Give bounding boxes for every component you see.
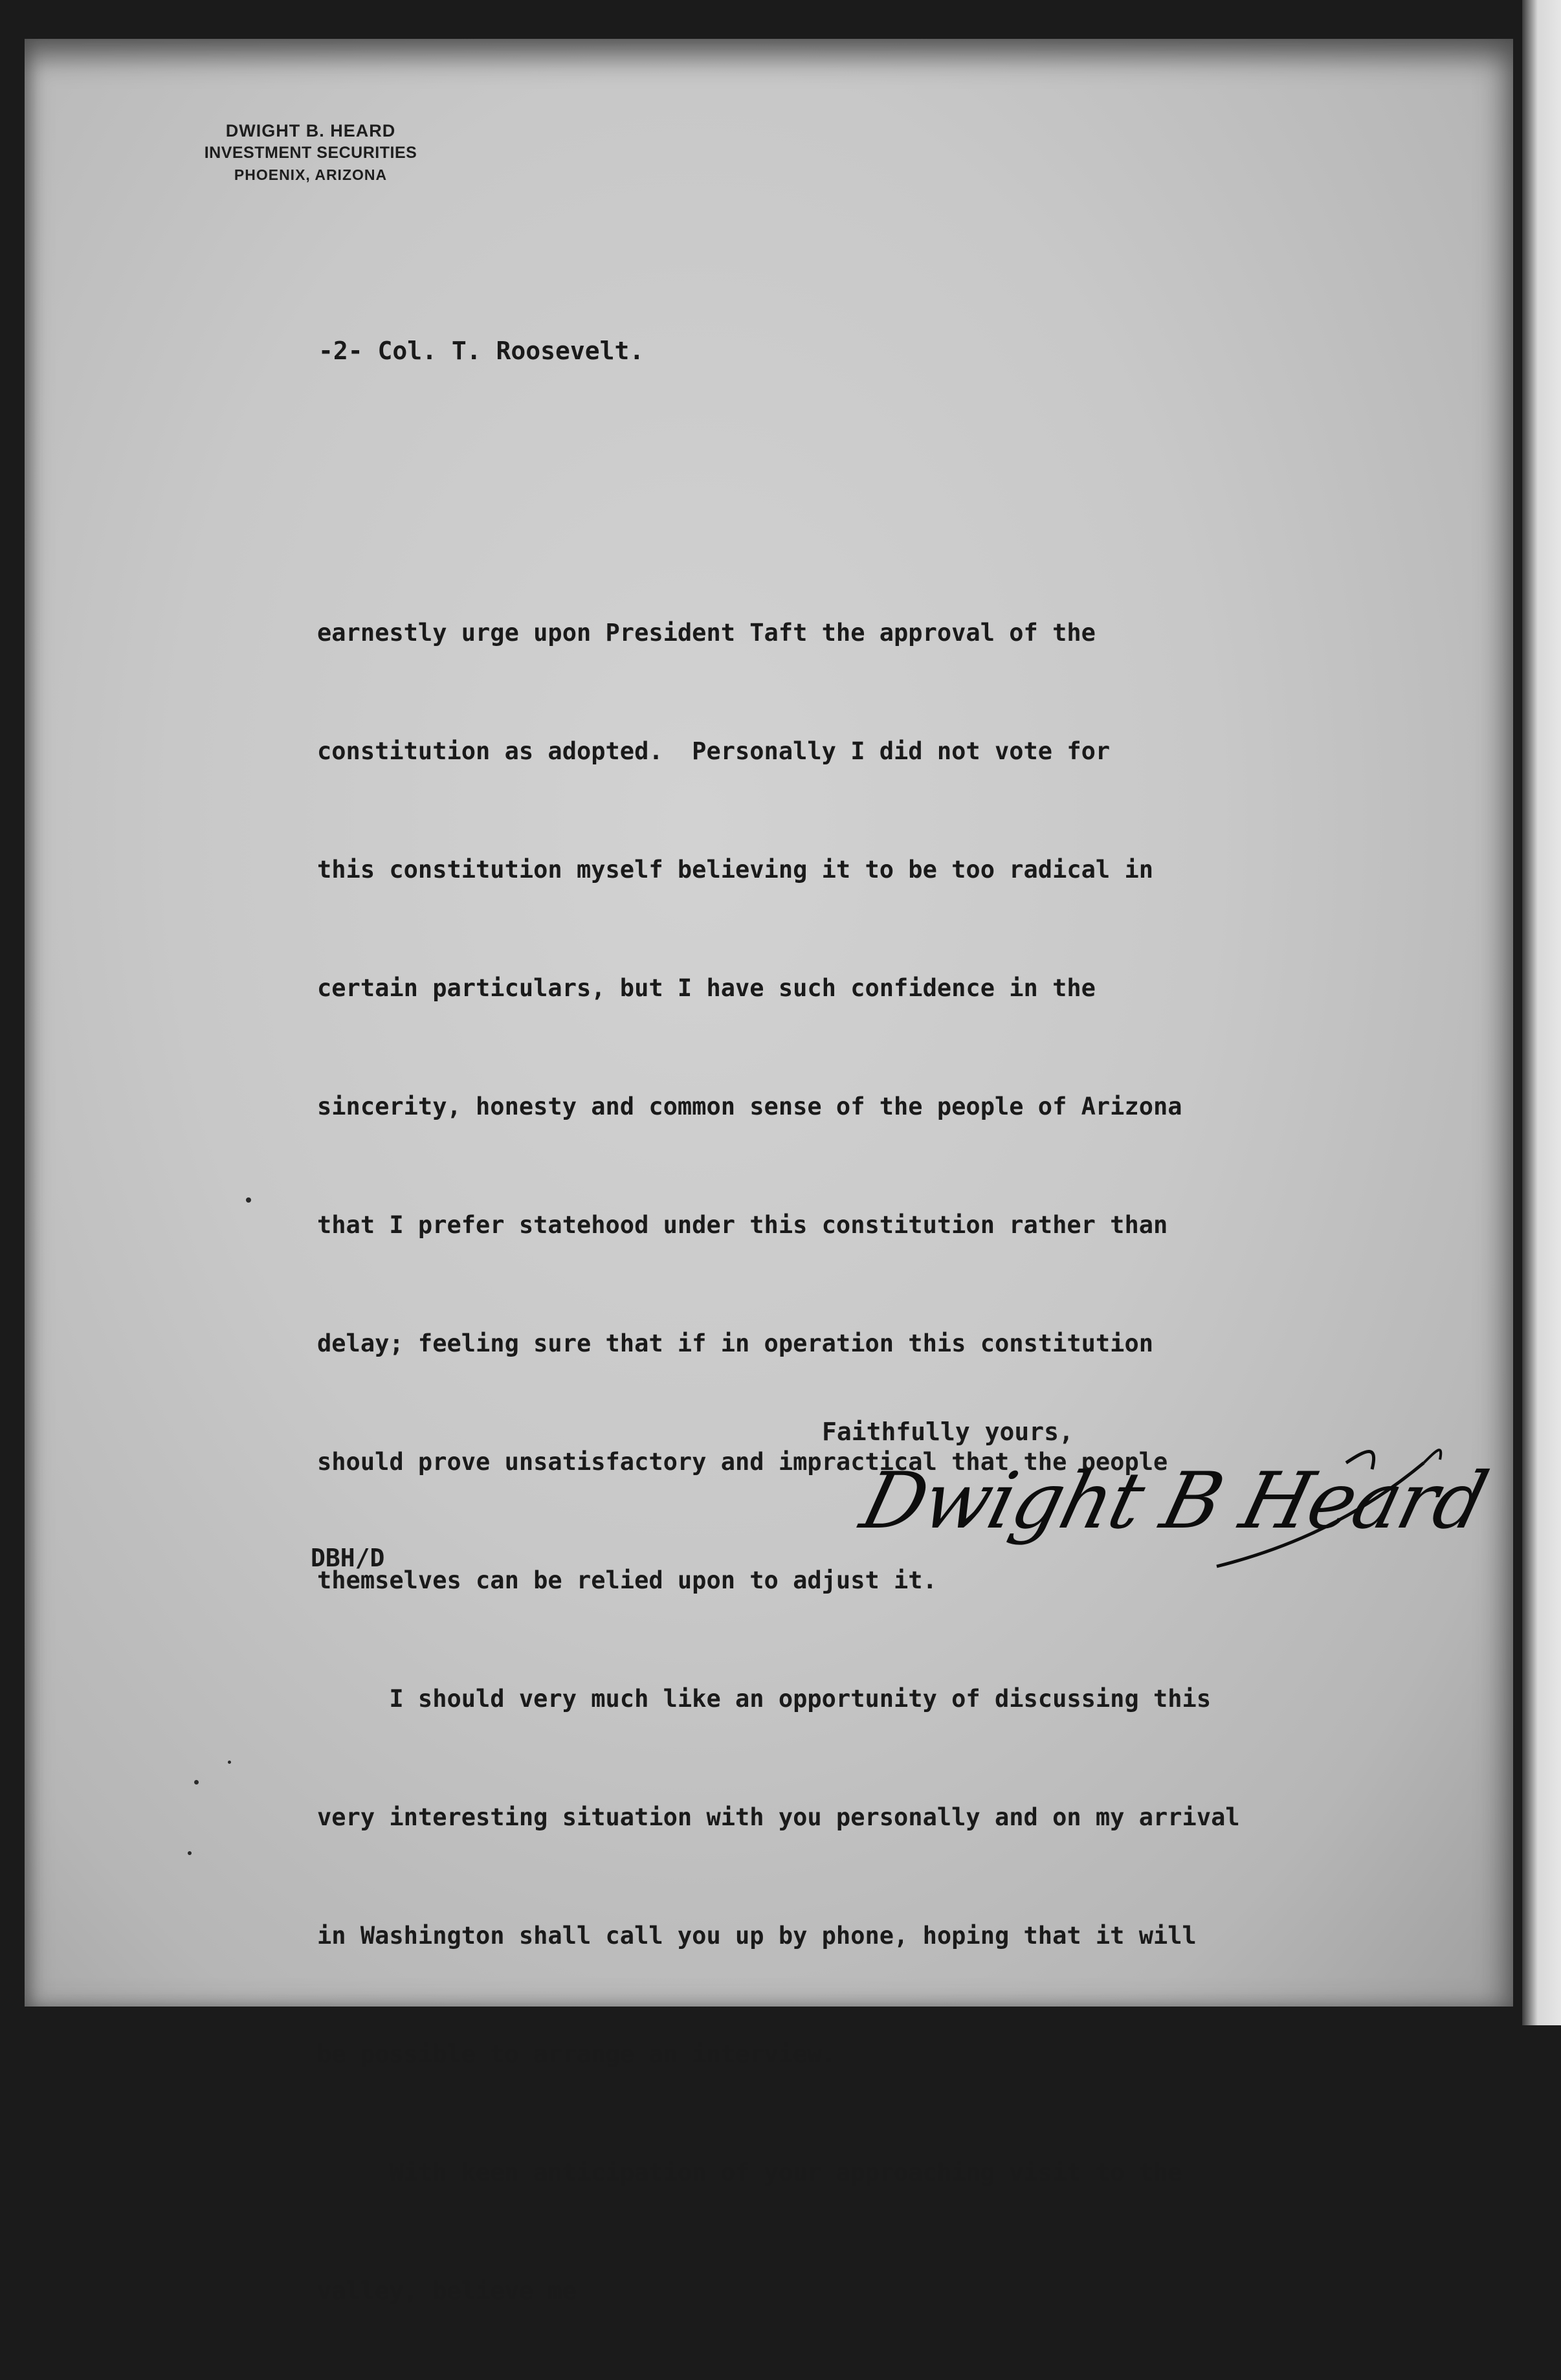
letterhead-business: INVESTMENT SECURITIES [204, 144, 417, 162]
paper-speck [228, 1761, 231, 1764]
body-line: this constitution myself believing it to be too radical in [317, 855, 1154, 884]
body-line: delay; feeling sure that if in operation this constitution [317, 1329, 1154, 1357]
letterhead-city: PHOENIX, ARIZONA [234, 166, 388, 183]
paper-speck [194, 1780, 199, 1785]
body-line: very interesting situation with you personally and on my arrival [317, 1803, 1240, 1831]
body-line: should prove unsatisfactory and impractical that the people [317, 1447, 1168, 1476]
body-line: earnestly urge upon President Taft the approval of the [317, 618, 1096, 647]
body-line: sincerity, honesty and common sense of the people of Arizona [317, 1092, 1182, 1120]
paper-speck [246, 1197, 251, 1203]
body-line: in Washington shall call you up by phone, hoping that it will [317, 1921, 1197, 1950]
reference-initials: DBH/D [311, 1544, 385, 1572]
body-line: constitution as adopted. Personally I did not vote for [317, 737, 1111, 765]
letterhead [168, 120, 453, 186]
body-line: themselves can be relied upon to adjust it. [317, 1566, 937, 1594]
paper-speck [188, 1851, 192, 1855]
body-line: With keen anticipation of your approaching visit to the [317, 2158, 1182, 2186]
body-line: I should very much like an opportunity of discussing this [317, 1684, 1212, 1713]
page-header: -2- Col. T. Roosevelt. [318, 337, 645, 365]
letterhead-name: DWIGHT B. HEARD [225, 121, 396, 140]
signature: Dwight B Heard [852, 1456, 1495, 1546]
body-line: valley, believe me [317, 2276, 577, 2305]
closing: Faithfully yours, [822, 1418, 1074, 1446]
body-line: be possible to arrange an interview. [317, 2040, 836, 2068]
body-line: certain particulars, but I have such confidence in the [317, 973, 1096, 1002]
body-line: that I prefer statehood under this constitution rather than [317, 1210, 1168, 1239]
photo-backdrop [1522, 0, 1561, 2025]
signature-flourish [854, 1424, 1450, 1605]
